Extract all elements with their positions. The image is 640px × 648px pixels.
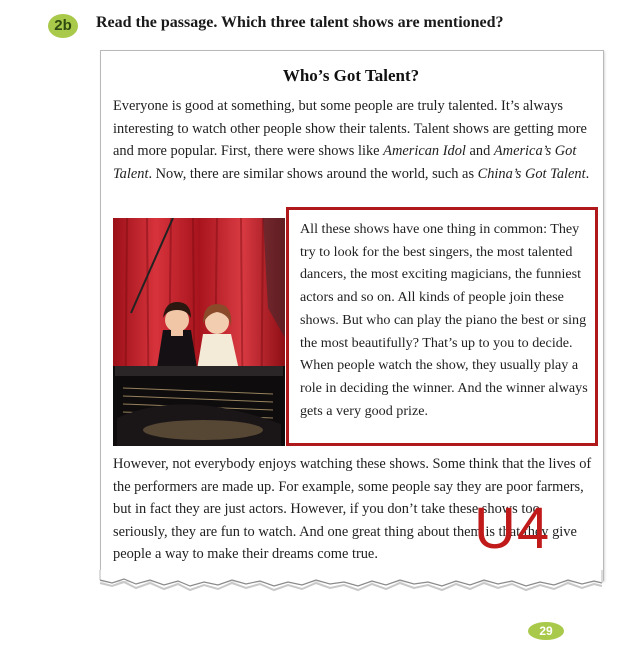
piano-performers-photo [113,218,285,446]
exercise-badge: 2b [48,14,78,38]
unit-stamp: U4 [474,496,551,561]
show-name-chinas-got-talent: China’s Got Talent [477,165,586,182]
paragraph-however: However, not everybody enjoys watching these shows. Some think that the lives of the performers are made up. For example, some people say they are poor farmers, but in fact they are just actors. However, if you don’t take these shows too seriously, they are fun to watch. And one great thing about them is that they give people a way to make their dreams come true. [113,456,592,563]
paragraph-intro-text: . Now, there are similar shows around the world, such as [148,165,478,182]
show-name-american-idol: American Idol [383,143,466,160]
paragraph-intro [113,95,593,185]
paragraph-intro-text: Everyone is good at something, but some people are truly talented. It’s always interesting to watch other people show their talents. Talent shows are getting more and more popular. First, there were shows like [113,98,587,160]
paragraph-intro-text: and [465,143,494,160]
paragraph-intro-text: . [585,165,590,182]
torn-paper-edge [98,570,604,596]
exercise-instruction: Read the passage. Which three talent shows are mentioned? [96,14,504,31]
article-title: Who’s Got Talent? [282,66,420,85]
paragraph-common: All these shows have one thing in common: They try to look for the best singers, the most talented dancers, the most exciting magicians, the funniest actors and so on. All kinds of people join these shows. But who can play the piano the best or sing the most beautifully? That’s up to you to decide. When people watch the show, they usually play a role in deciding the winner. And the winner always gets a very good prize. [300,221,588,419]
show-name-americas-got-talent: America’s Got Talent [113,143,577,182]
page-number: 29 [528,622,564,640]
